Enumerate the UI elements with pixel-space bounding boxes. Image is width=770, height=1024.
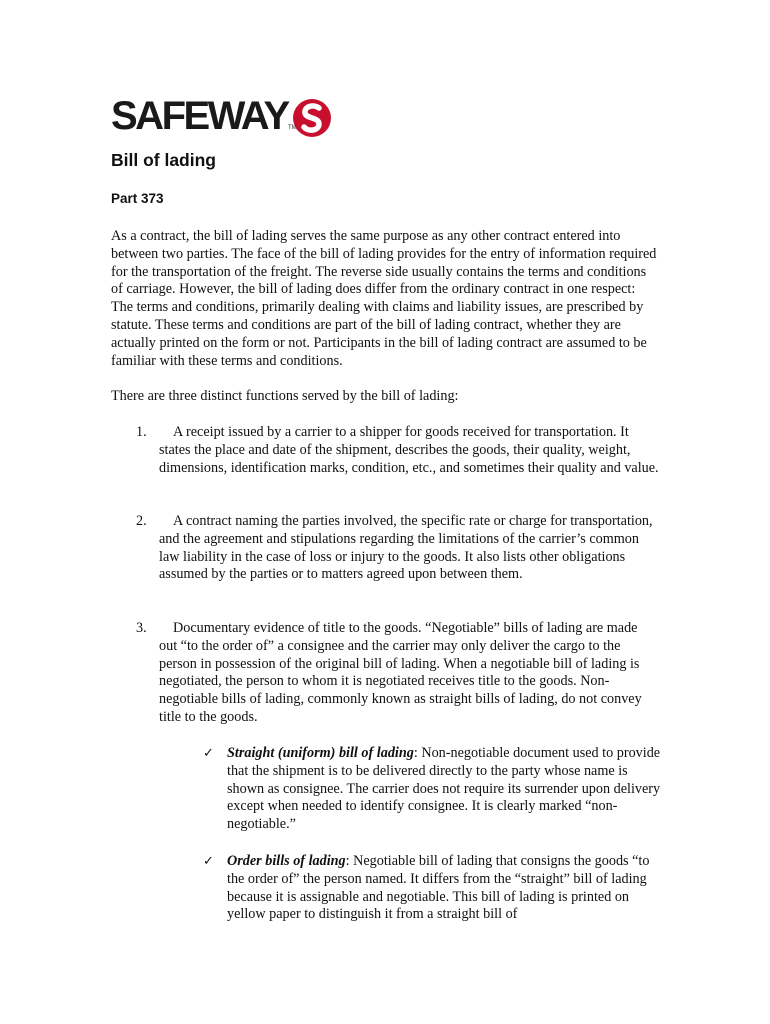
functions-intro: There are three distinct functions served by the bill of lading: (111, 388, 459, 404)
function-item-3 (111, 620, 659, 727)
bol-type-text (227, 745, 663, 834)
bol-type-text (227, 853, 663, 924)
function-text: Documentary evidence of title to the goods. “Negotiable” bills of lading are made out “to the order of” a consignee and the carrier may only deliver the cargo to the person in possession of the original bill of lading. When a negotiable bill of lading is negotiated, the person to whom it is negotiated receives title to the goods. Non-negotiable bills of lading, commonly known as straight bills of lading, do not convey title to the goods. (159, 620, 642, 725)
trademark-label: TM (288, 125, 297, 131)
function-number: 1. (136, 424, 147, 440)
bol-type-order (203, 853, 663, 924)
checkmark-icon: ✓ (203, 746, 214, 761)
function-number: 3. (136, 620, 147, 636)
bol-type-term: Straight (uniform) bill of lading (227, 745, 414, 761)
intro-paragraph: As a contract, the bill of lading serves the same purpose as any other contract entered into between two parties. The face of the bill of lading provides for the entry of information required for the transportation of the freight. The reverse side usually contains the terms and conditions of carriage. However, the bill of lading does differ from the ordinary contract in one respect: The terms and conditions, primarily dealing with claims and liability issues, are prescribed by statute. These terms and conditions are part of the bill of lading contract, whether they are actually printed on the form or not. Participants in the bill of lading contract are assumed to be familiar with these terms and conditions. (111, 228, 657, 369)
bol-type-description: : Non-negotiable document used to provide that the shipment is to be delivered directly to the party whose name is shown as consignee. The carrier does not require its surrender upon delivery except when needed to identify consignee. It is clearly marked “non-negotiable.” (227, 745, 661, 833)
part-number: Part 373 (111, 191, 164, 206)
bol-type-term: Order bills of lading (227, 853, 346, 869)
logo-wordmark: SAFEWAY (111, 94, 288, 138)
bol-type-description: : Negotiable bill of lading that consigns the goods “to the order of” the person named. It differs from the “straight” bill of lading because it is assignable and negotiable. This bill of lading is printed on yellow paper to distinguish it from a straight bill of (227, 853, 650, 923)
function-text: A receipt issued by a carrier to a shipper for goods received for transportation. It states the place and date of the shipment, describes the goods, their quality, weight, dimensions, identification marks, condition, etc., and sometimes their quality and value. (159, 424, 659, 476)
safeway-s-icon (292, 98, 332, 138)
function-text: A contract naming the parties involved, the specific rate or charge for transportation, and the agreement and stipulations regarding the limitations of the carrier’s common law liability in the case of loss or injury to the goods. It also lists other obligations assumed by the parties or to matters agreed upon between them. (159, 513, 653, 583)
safeway-logo (111, 92, 332, 136)
checkmark-icon: ✓ (203, 854, 214, 869)
page-title: Bill of lading (111, 150, 216, 170)
function-number: 2. (136, 513, 147, 529)
function-item-1 (111, 424, 659, 477)
bol-type-straight (203, 745, 663, 834)
function-item-2 (111, 513, 659, 584)
